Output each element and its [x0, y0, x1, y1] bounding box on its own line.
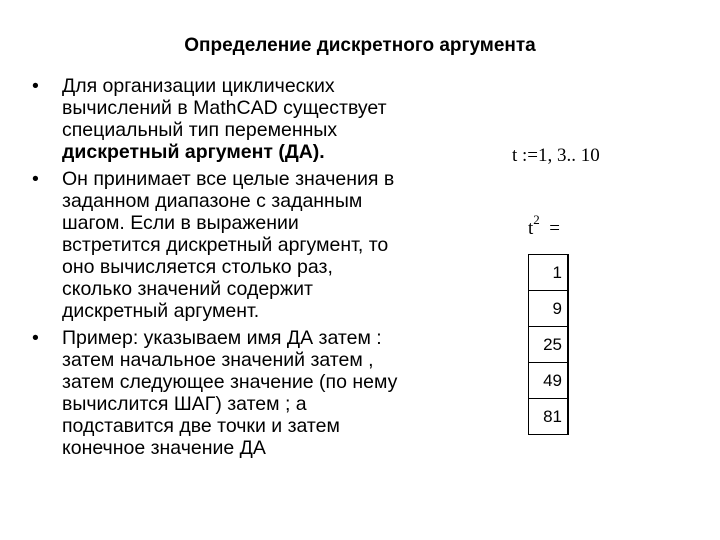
bullet-line: оно вычисляется столько раз, — [62, 256, 333, 278]
bullet-line: подставится две точки и затем — [62, 415, 340, 437]
bullet-dot-icon: • — [32, 168, 39, 190]
bullet-line: специальный тип переменных — [62, 119, 338, 141]
bullet-line-bold: дискретный аргумент (ДА). — [62, 141, 325, 163]
bullet-line: вычислений в MathCAD существует — [62, 97, 387, 119]
bullet-line: шагом. Если в выражении — [62, 212, 299, 234]
evaluation-expression — [528, 211, 560, 242]
bullet-dot-icon: • — [32, 75, 39, 97]
result-cell: 9 — [529, 291, 567, 327]
eval-equals: = — [549, 218, 560, 239]
bullet-item-1 — [30, 75, 490, 163]
bullet-line: Пример: указываем имя ДА затем : — [62, 327, 382, 349]
bullet-item-3 — [30, 327, 490, 459]
eval-variable: t — [528, 218, 534, 239]
result-cell: 1 — [529, 255, 567, 291]
eval-exponent: 2 — [533, 211, 540, 227]
bullet-list — [30, 75, 490, 464]
bullet-line: затем следующее значение (по нему — [62, 371, 398, 393]
result-table — [528, 254, 569, 435]
bullet-line: заданном диапазоне с заданным — [62, 190, 363, 212]
bullet-line: Он принимает все целые значения в — [62, 168, 395, 190]
result-cell: 81 — [543, 407, 562, 426]
bullet-line: вычислится ШАГ) затем ; а — [62, 393, 307, 415]
bullet-line: конечное значение ДА — [62, 437, 266, 459]
bullet-line: встретится дискретный аргумент, то — [62, 234, 389, 256]
bullet-line: затем начальное значений затем , — [62, 349, 374, 371]
result-cell: 25 — [529, 327, 567, 363]
range-variable-definition: t :=1, 3.. 10 — [512, 145, 600, 166]
bullet-item-2 — [30, 168, 490, 322]
bullet-dot-icon: • — [32, 327, 39, 349]
bullet-line: сколько значений содержит — [62, 278, 313, 300]
result-cell: 49 — [529, 363, 567, 399]
bullet-line: Для организации циклических — [62, 75, 335, 97]
slide-title: Определение дискретного аргумента — [184, 35, 536, 56]
bullet-line: дискретный аргумент. — [62, 300, 260, 322]
